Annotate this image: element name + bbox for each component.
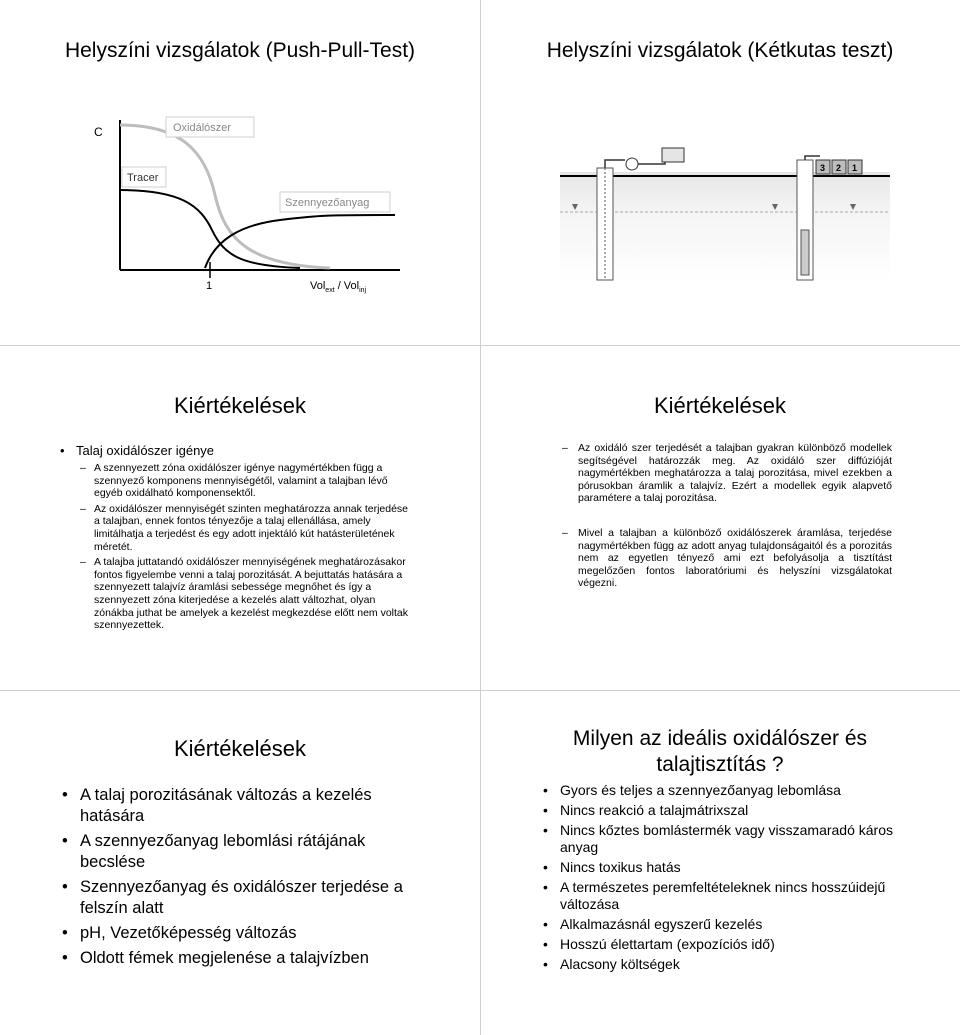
list-item: • Nincs toxikus hatás <box>538 859 898 876</box>
bullet-list <box>56 785 426 973</box>
sampling-line <box>805 156 820 160</box>
two-well-diagram <box>480 0 960 345</box>
slide-title: Helyszíni vizsgálatok (Kétkutas teszt) <box>546 39 894 62</box>
bullet-list <box>56 443 416 632</box>
x-tick-label: 1 <box>206 280 213 292</box>
list-item: • Gyors és teljes a szennyezőanyag lebomlása <box>538 782 898 799</box>
extraction-screen <box>801 230 809 275</box>
slide-evaluation-3 <box>0 690 480 1035</box>
list-item: – Az oxidáló szer terjedését a talajban gyakran különböző modellek segítségével határozzák meg. Az oxidáló szer diffúzióját nagymértékben meghatározza a talaj porozitása, mivel ezekben a pórusokban áramlik a talajvíz. Ezért a modellek egyik alapvető paramétere a talaj porozitása. <box>562 442 892 505</box>
slide-title: Kiértékelések <box>173 736 307 761</box>
tank-pipe <box>638 158 665 164</box>
list-item: • A talaj porozitásának változás a kezelés hatására <box>56 785 426 827</box>
feed-pipe <box>605 160 625 168</box>
list-item: • Alkalmazásnál egyszerű kezelés <box>538 916 898 933</box>
well-label-2: 2 <box>836 163 842 173</box>
slide-title: Helyszíni vizsgálatok (Push-Pull-Test) <box>64 39 416 62</box>
slide-title: Kiértékelések <box>653 393 787 418</box>
list-item: • Nincs kőztes bomlástermék vagy visszamaradó káros anyag <box>538 822 898 856</box>
list-subitem: – A talajba juttatandó oxidálószer mennyiségének meghatározásakor fontos figyelembe venni a talaj porozitását. A bejuttatás hatására a szennyezett talajvíz áramlási sebessége megnőhet és így a szennyezett zóna kiterjedése a kezelés alatt változhat, olyan zónákba juthat be amelyek a kezelést megkezdése előtt nem voltak szennyezettek. <box>56 556 416 632</box>
slide-evaluation-2 <box>480 345 960 690</box>
list-item: • Alacsony költségek <box>538 956 898 973</box>
list-item: • Oldott fémek megjelenése a talajvízben <box>56 948 426 969</box>
well-label-1: 1 <box>852 163 858 173</box>
list-item: • A szennyezőanyag lebomlási rátájának becslése <box>56 831 426 873</box>
tank <box>662 148 684 162</box>
list-item: • A természetes peremfeltételeknek nincs hosszúidejű változása <box>538 879 898 913</box>
list-item: – Mivel a talajban a különböző oxidálószerek áramlása, terjedése nagymértékben függ az adott anyag tulajdonságaitól és a porozitás nem az egyetlen tényező ami ezt befolyásolja a tisztítást megelőzően fontos laboratóriumi és helyszíni vizsgálatokat végezni. <box>562 527 892 590</box>
bullet-list <box>538 782 898 976</box>
contaminant-curve <box>205 215 395 268</box>
slide-ideal-oxidant <box>480 690 960 1035</box>
list-item: • pH, Vezetőképesség változás <box>56 923 426 944</box>
slide-two-well-test <box>480 0 960 345</box>
y-axis-label: C <box>94 125 103 139</box>
list-item: • Hosszú élettartam (expozíciós idő) <box>538 936 898 953</box>
slide-title: Kiértékelések <box>173 393 307 418</box>
tracer-label: Tracer <box>127 172 159 184</box>
list-item: • Talaj oxidálószer igénye <box>56 443 416 459</box>
list-item: • Szennyezőanyag és oxidálószer terjedése a felszín alatt <box>56 877 426 919</box>
slide-evaluation-1 <box>0 345 480 690</box>
list-subitem: – A szennyezett zóna oxidálószer igénye nagymértékben függ a szennyező komponens mennyiségétől, valamint a talajban lévő egyéb oxidálható komponensektől. <box>56 462 416 500</box>
list-item: • Nincs reakció a talajmátrixszal <box>538 802 898 819</box>
list-subitem: – Az oxidálószer mennyiségét szinten meghatározza annak terjedése a talajban, ennek fontos tényezője a talaj ellenállása, amely limitálhatja a terjedést és egy adott injektáló kút hatásterületének méretét. <box>56 503 416 553</box>
oxidant-label: Oxidálószer <box>173 122 232 134</box>
x-axis-label: Vol$_{ext}$ / Vol$_{inj}$ <box>310 280 367 294</box>
well-label-3: 3 <box>820 163 826 173</box>
dash-list <box>562 442 892 590</box>
slide-push-pull-test <box>0 0 480 345</box>
contaminant-label: Szennyezőanyag <box>285 197 370 209</box>
push-pull-chart <box>0 0 480 345</box>
pump <box>626 158 638 170</box>
slide-title: Milyen az ideális oxidálószer és talajtisztítás ? <box>572 727 868 776</box>
